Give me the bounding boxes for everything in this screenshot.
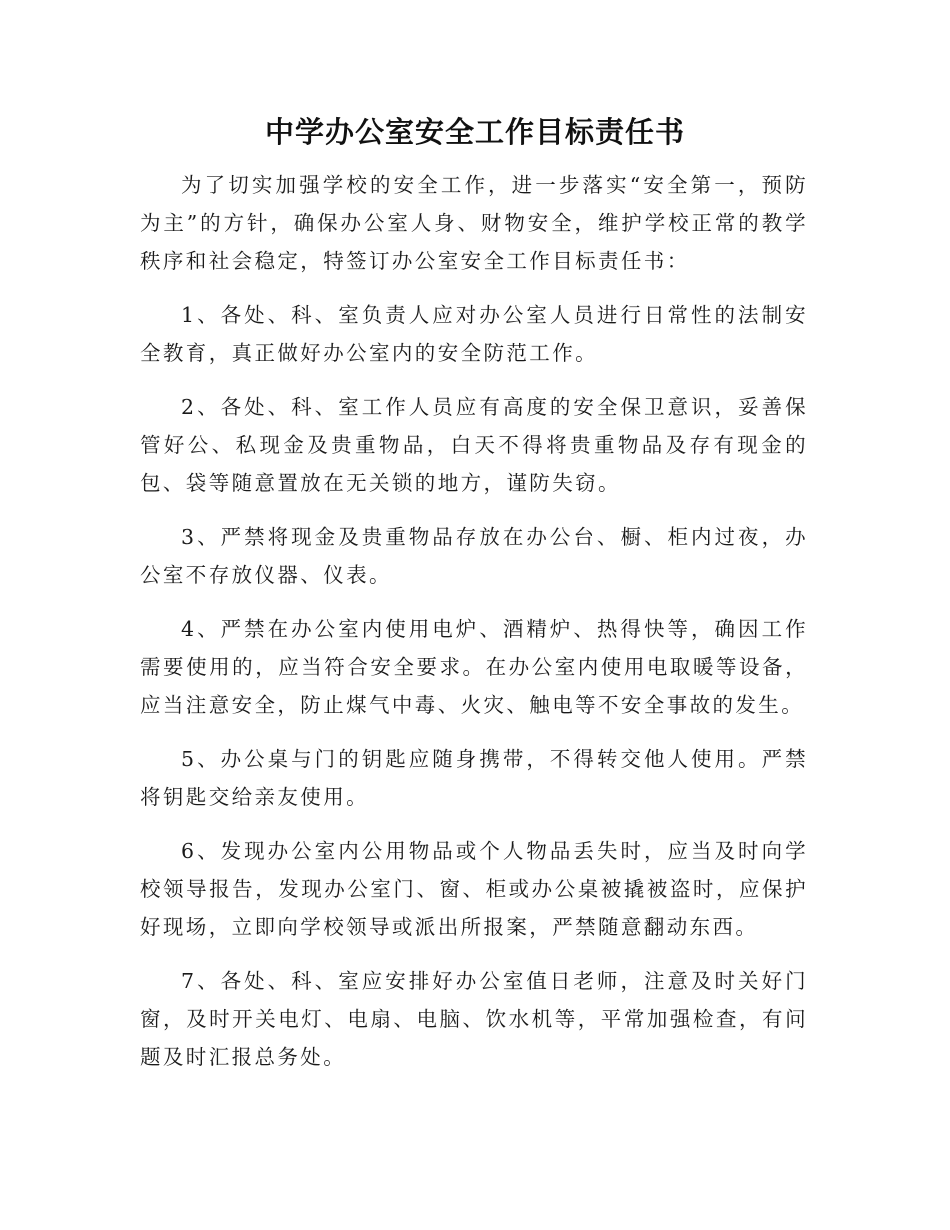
clause-paragraph-3: 3、严禁将现金及贵重物品存放在办公台、橱、柜内过夜，办公室不存放仪器、仪表。 bbox=[140, 525, 808, 587]
clause-paragraph-4: 4、严禁在办公室内使用电炉、酒精炉、热得快等，确因工作需要使用的，应当符合安全要求。在办公室内使用电取暖等设备，应当注意安全，防止煤气中毒、火灾、触电等不安全事故的发生。 bbox=[140, 617, 808, 717]
clause-paragraph-7: 7、各处、科、室应安排好办公室值日老师，注意及时关好门窗，及时开关电灯、电扇、电脑、饮水机等，平常加强检查，有问题及时汇报总务处。 bbox=[140, 969, 808, 1069]
clause-paragraph-5: 5、办公桌与门的钥匙应随身携带，不得转交他人使用。严禁将钥匙交给亲友使用。 bbox=[140, 747, 808, 809]
clause-paragraph-1: 1、各处、科、室负责人应对办公室人员进行日常性的法制安全教育，真正做好办公室内的安全防范工作。 bbox=[140, 303, 808, 365]
intro-paragraph: 为了切实加强学校的安全工作，进一步落实“安全第一，预防为主”的方针，确保办公室人身、财物安全，维护学校正常的教学秩序和社会稳定，特签订办公室安全工作目标责任书： bbox=[140, 173, 808, 273]
document-title: 中学办公室安全工作目标责任书 bbox=[264, 115, 685, 149]
document-body bbox=[140, 166, 808, 1092]
clause-paragraph-2: 2、各处、科、室工作人员应有高度的安全保卫意识，妥善保管好公、私现金及贵重物品，白天不得将贵重物品及存有现金的包、袋等随意置放在无关锁的地方，谨防失窃。 bbox=[140, 395, 808, 495]
clause-paragraph-6: 6、发现办公室内公用物品或个人物品丢失时，应当及时向学校领导报告，发现办公室门、窗、柜或办公桌被撬被盗时，应保护好现场，立即向学校领导或派出所报案，严禁随意翻动东西。 bbox=[140, 839, 808, 939]
